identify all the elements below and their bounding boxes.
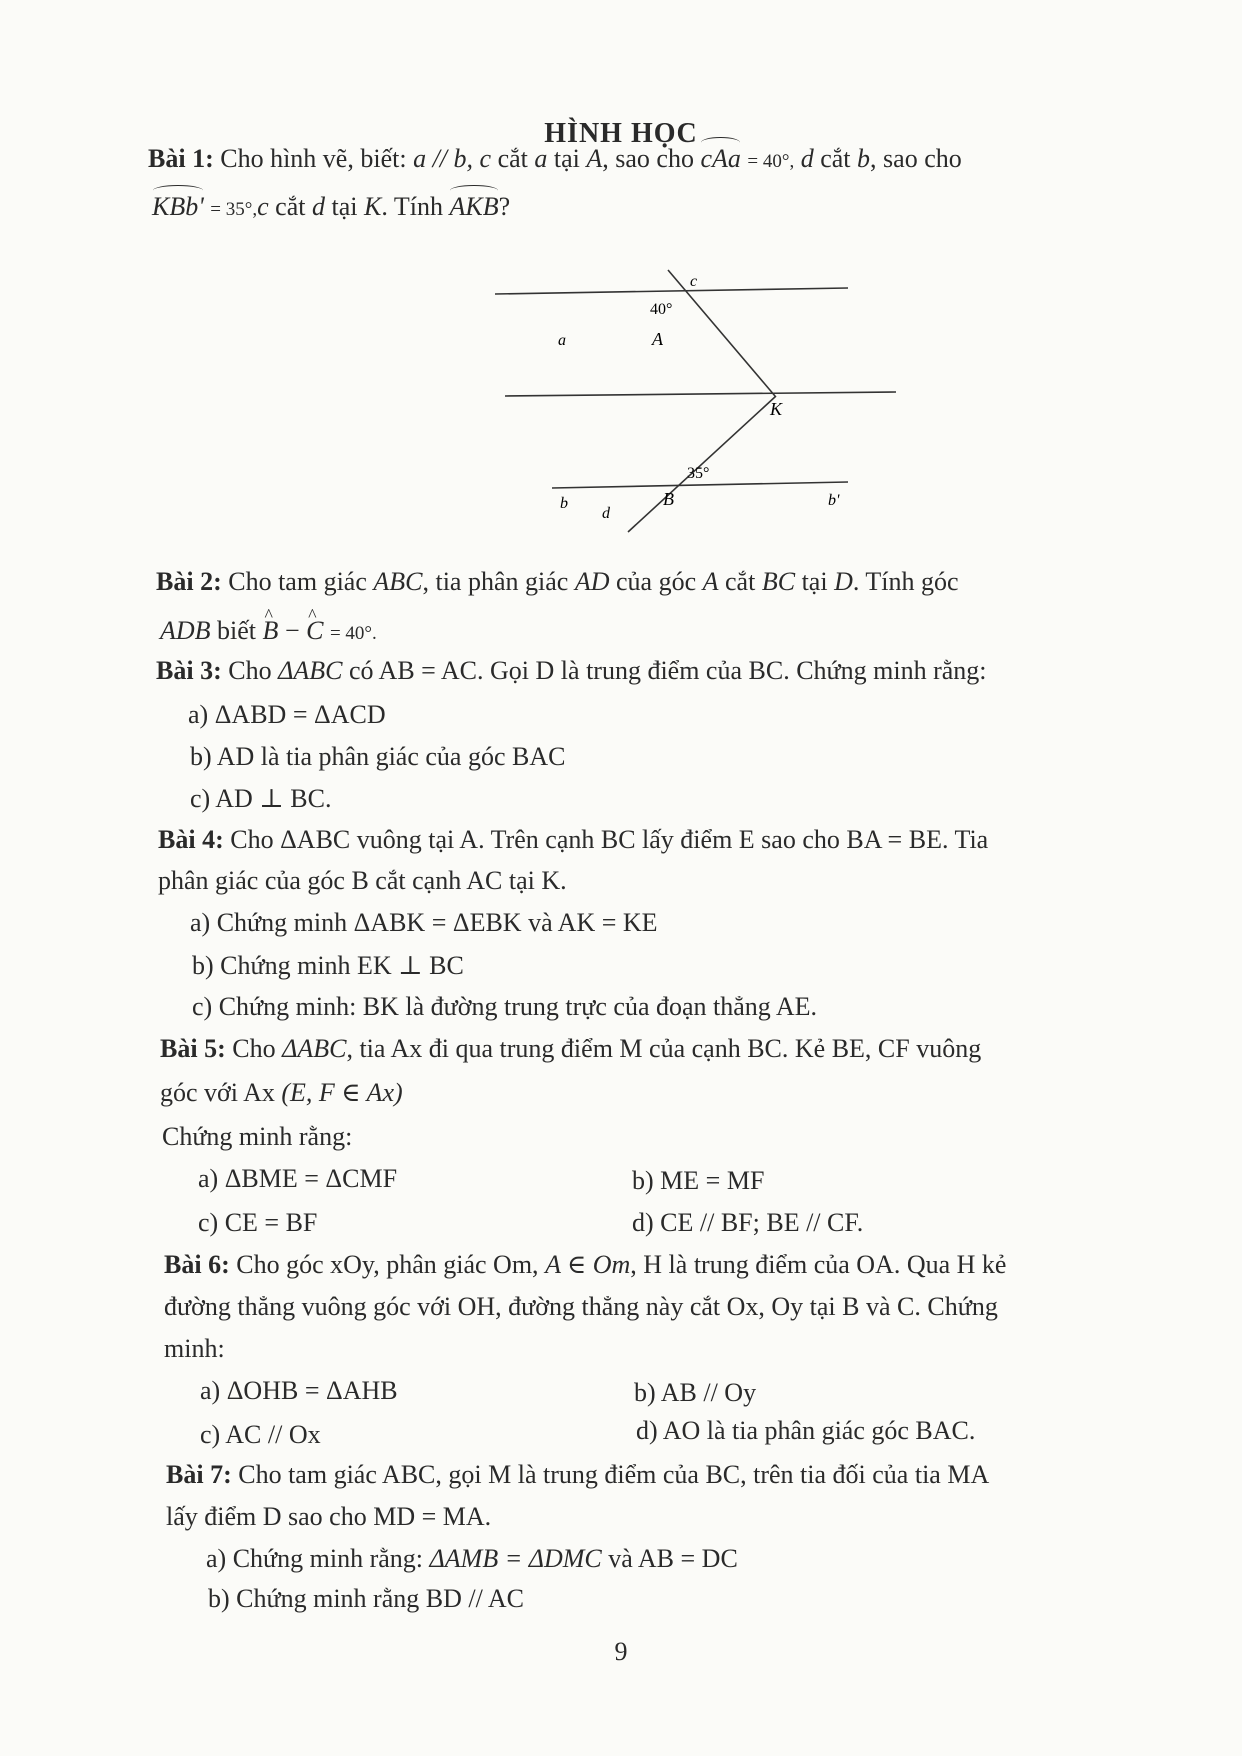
- text: ?: [498, 192, 511, 221]
- bai7-a: [206, 1542, 738, 1576]
- math: BC: [761, 567, 796, 596]
- bai6-line1: [164, 1248, 1006, 1282]
- text: Cho tam giác: [228, 567, 367, 596]
- page-title: HÌNH HỌC: [544, 118, 698, 149]
- text: , H là trung điểm của OA. Qua H kẻ: [630, 1250, 1007, 1279]
- bai3-a: a) ΔABD = ΔACD: [188, 700, 386, 729]
- line-a: [495, 288, 848, 294]
- math: ^ C: [306, 614, 323, 648]
- math: AD: [574, 567, 610, 596]
- bai4-b: b) Chứng minh EK ⊥ BC: [192, 951, 464, 980]
- bai5-c: c) CE = BF: [198, 1208, 318, 1237]
- bai6-line3: minh:: [164, 1334, 225, 1363]
- bai5-d: d) CE // BF; BE // CF.: [632, 1208, 864, 1237]
- text: góc với Ax: [160, 1078, 275, 1107]
- bai6-label: Bài 6:: [164, 1250, 230, 1279]
- math: A: [702, 567, 719, 596]
- text: và AB = DC: [608, 1544, 738, 1573]
- text: Cho ΔABC vuông tại A. Trên cạnh BC lấy điểm E sao cho BA = BE. Tia: [230, 825, 989, 854]
- fig-label-B: B: [663, 489, 674, 509]
- bai6-d: d) AO là tia phân giác góc BAC.: [636, 1416, 976, 1445]
- math: = 35°,: [210, 199, 258, 220]
- text: cắt: [820, 144, 851, 173]
- bai7-b: b) Chứng minh rằng BD // AC: [208, 1584, 524, 1613]
- bai5-a: a) ΔBME = ΔCMF: [198, 1164, 398, 1193]
- bai5-b: b) ME = MF: [632, 1166, 765, 1195]
- bai7-line2: lấy điểm D sao cho MD = MA.: [166, 1502, 492, 1531]
- text: Cho: [232, 1034, 276, 1063]
- text: , tia phân giác: [422, 567, 569, 596]
- angle-KBb: KBb': [152, 190, 204, 224]
- math: a // b, c: [413, 144, 492, 173]
- text: , tia Ax đi qua trung điểm M của cạnh BC. Kẻ BE, CF vuông: [346, 1034, 982, 1063]
- line-middle: [505, 392, 896, 396]
- bai1-label: Bài 1:: [148, 144, 214, 173]
- text: Cho: [228, 656, 272, 685]
- text: . Tính: [381, 192, 443, 221]
- bai5-line2: [160, 1076, 403, 1110]
- text: Cho góc xOy, phân giác Om,: [236, 1250, 539, 1279]
- text: tại: [801, 567, 828, 596]
- bai4-c: c) Chứng minh: BK là đường trung trực của đoạn thẳng AE.: [192, 992, 818, 1021]
- math: A: [586, 144, 603, 173]
- text: Cho tam giác ABC, gọi M là trung điểm của BC, trên tia đối của tia MA: [238, 1460, 990, 1489]
- text: , sao cho: [602, 144, 694, 173]
- fig-label-b: b: [560, 495, 568, 512]
- bai2-line2: [160, 614, 377, 651]
- text: , sao cho: [870, 144, 962, 173]
- math: ΔAMB = ΔDMC: [429, 1544, 602, 1573]
- bai4-label: Bài 4:: [158, 825, 224, 854]
- math: d: [311, 192, 325, 221]
- math: K: [363, 192, 382, 221]
- text: của góc: [616, 567, 697, 596]
- math: c: [257, 192, 269, 221]
- line-b: [552, 482, 848, 488]
- page-number: 9: [614, 1637, 628, 1666]
- bai6-c: c) AC // Ox: [200, 1420, 321, 1449]
- math: b: [857, 144, 871, 173]
- angle-cAa: cAa: [700, 142, 740, 176]
- bai3-label: Bài 3:: [156, 656, 222, 685]
- bai3-line1: [156, 654, 987, 688]
- bai5-label: Bài 5:: [160, 1034, 226, 1063]
- bai3-c: c) AD ⊥ BC.: [190, 784, 332, 813]
- fig-label-A: A: [652, 329, 663, 349]
- bai4-line1: [158, 823, 988, 857]
- fig-label-a: a: [558, 332, 566, 349]
- bai3-b: b) AD là tia phân giác của góc BAC: [190, 742, 566, 771]
- math: ADB: [160, 616, 211, 645]
- text: tại: [553, 144, 580, 173]
- bai4-line2: phân giác của góc B cắt cạnh AC tại K.: [158, 866, 567, 895]
- math: (E, F ∈ Ax): [281, 1078, 403, 1107]
- text: cắt: [725, 567, 756, 596]
- text: có AB = AC. Gọi D là trung điểm của BC. Chứng minh rằng:: [348, 656, 987, 685]
- fig-label-c: c: [690, 273, 698, 290]
- bai5-line3: Chứng minh rằng:: [162, 1122, 353, 1151]
- bai4-a: a) Chứng minh ΔABK = ΔEBK và AK = KE: [190, 908, 658, 937]
- math: −: [284, 616, 300, 645]
- fig-label-35: 35°: [687, 465, 710, 482]
- math: = 40°,: [747, 151, 795, 172]
- math: A ∈ Om: [545, 1250, 631, 1279]
- bai7-line1: [166, 1458, 989, 1492]
- bai6-line2: đường thẳng vuông góc với OH, đường thẳng này cắt Ox, Oy tại B và C. Chứng: [164, 1292, 998, 1321]
- math: D: [834, 567, 853, 596]
- math: ABC: [373, 567, 423, 596]
- text: tại: [331, 192, 358, 221]
- line-d: [628, 396, 776, 532]
- math: ΔABC: [282, 1034, 347, 1063]
- bai6-a: a) ΔOHB = ΔAHB: [200, 1376, 398, 1405]
- fig-label-40: 40°: [650, 301, 673, 318]
- math: ΔABC: [278, 656, 343, 685]
- text: cắt: [275, 192, 306, 221]
- fig-label-d: d: [602, 505, 610, 522]
- math: = 40°.: [329, 623, 377, 644]
- text: cắt: [497, 144, 528, 173]
- math: ^ B: [263, 614, 279, 648]
- math: d: [800, 144, 814, 173]
- bai5-line1: [160, 1032, 981, 1066]
- fig-label-K: K: [770, 399, 783, 419]
- bai2-line1: [156, 565, 959, 599]
- bai2-label: Bài 2:: [156, 567, 222, 596]
- bai6-b: b) AB // Oy: [634, 1378, 757, 1407]
- text: a) Chứng minh rằng:: [206, 1544, 424, 1573]
- text: biết: [217, 616, 257, 645]
- angle-AKB: AKB: [449, 190, 498, 224]
- math: a: [534, 144, 548, 173]
- text: Cho hình vẽ, biết:: [220, 144, 407, 173]
- text: . Tính góc: [852, 567, 959, 596]
- fig-label-b-prime: b': [828, 492, 840, 509]
- bai7-label: Bài 7:: [166, 1460, 232, 1489]
